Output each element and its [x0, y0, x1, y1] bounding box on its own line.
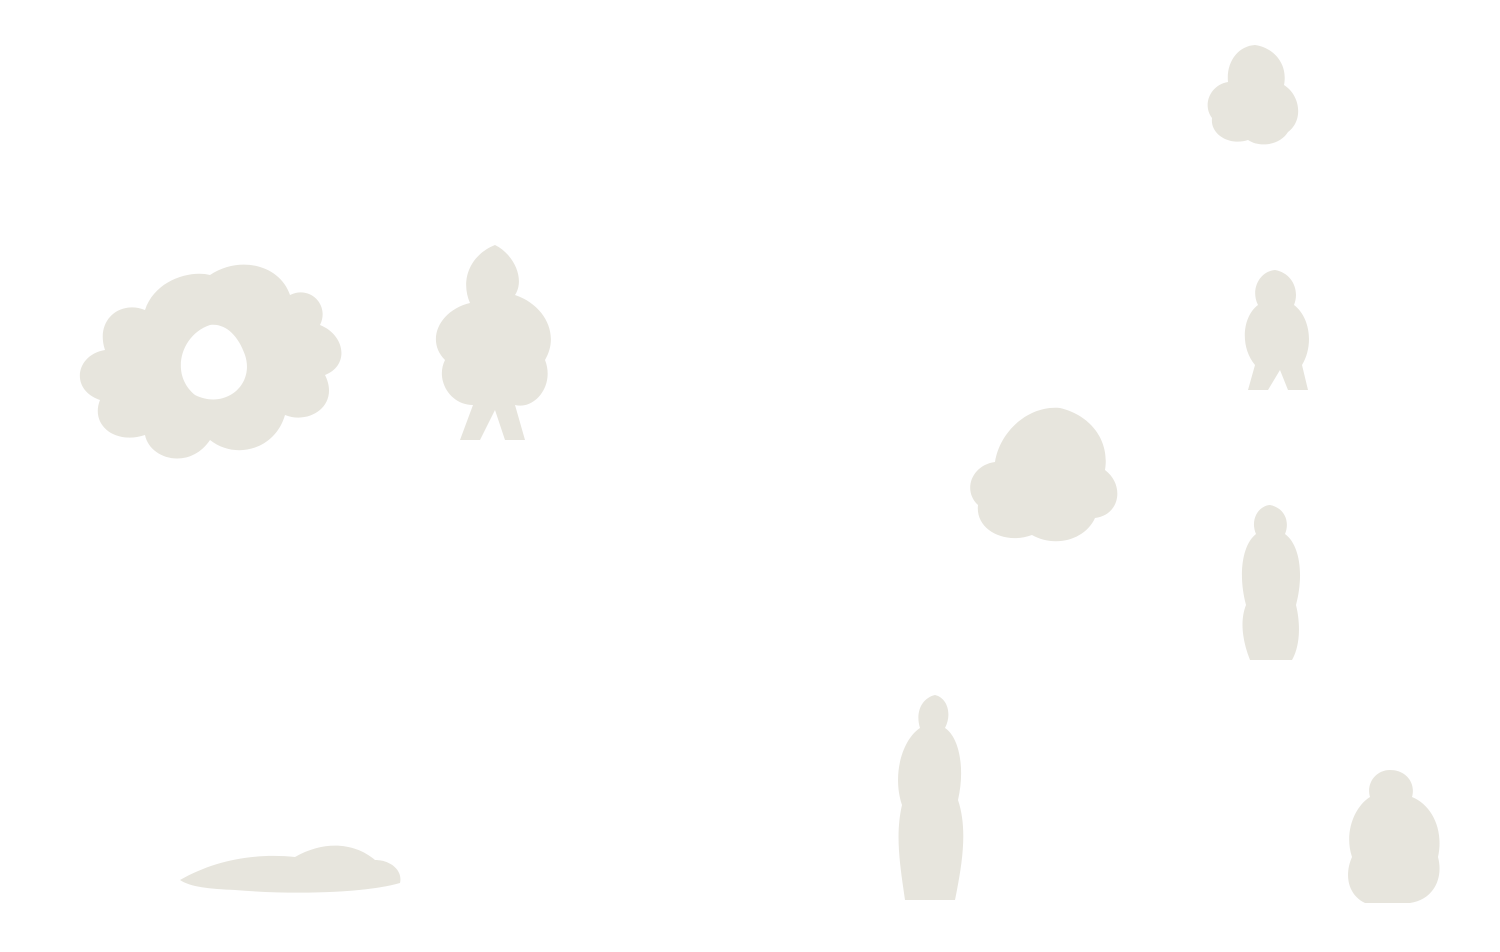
- toc-column-4: [541, 50, 701, 66]
- why-i-wrote-this-book-entry[interactable]: [53, 127, 61, 145]
- amphibian-silhouette-illustration: [1230, 265, 1320, 395]
- reptile-knight-silhouette-illustration: [880, 690, 975, 905]
- dinosaur-silhouette-illustration: [175, 835, 405, 895]
- dragon-silhouette-illustration: [60, 255, 360, 485]
- toc-column-1: [53, 263, 213, 279]
- monster-silhouette-illustration: [415, 235, 565, 445]
- toc-column-8: [1298, 51, 1473, 67]
- toc-column-6: [973, 51, 1133, 67]
- beast-warrior-silhouette-illustration: [1340, 765, 1450, 905]
- bird-silhouette-illustration: [1230, 500, 1310, 665]
- toc-column-5: [811, 51, 971, 67]
- sea-creature-silhouette-illustration: [960, 400, 1130, 550]
- toc-column-3: [378, 51, 538, 67]
- toc-column-2: [215, 181, 375, 197]
- toc-column-7: [1136, 56, 1296, 72]
